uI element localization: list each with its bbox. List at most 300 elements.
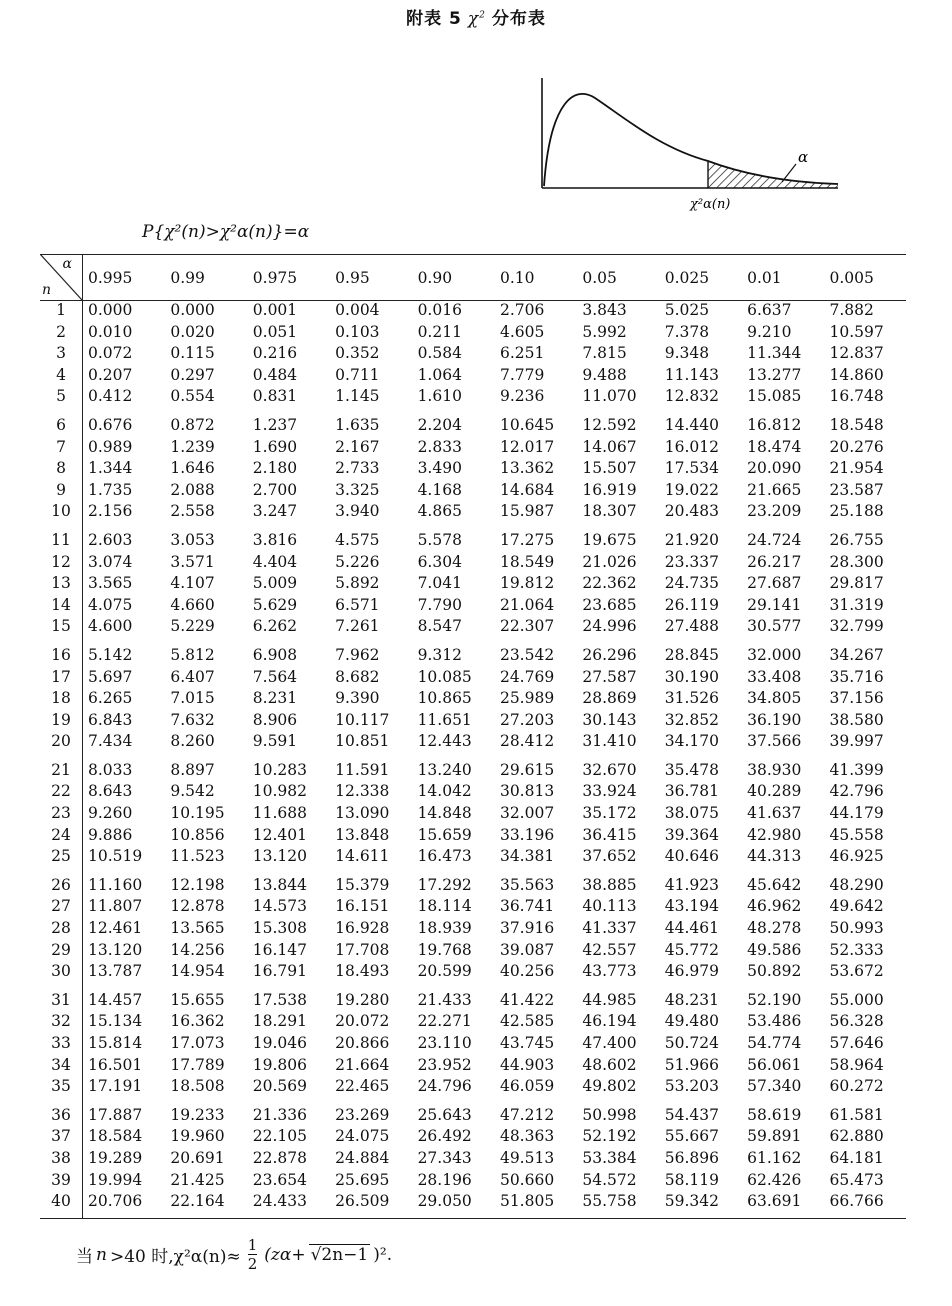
critical-value-cell: 15.085: [747, 387, 802, 406]
critical-value-cell: 14.684: [499, 480, 555, 499]
critical-value-cell: 5.892: [335, 574, 380, 593]
critical-value-cell: 49.513: [499, 1148, 555, 1167]
critical-value-cell: 26.296: [582, 645, 637, 664]
critical-value-cell: 27.488: [664, 617, 719, 636]
critical-value-cell: 40.256: [499, 962, 555, 981]
degrees-of-freedom-cell: 3: [56, 344, 66, 363]
critical-value-cell: 13.362: [499, 459, 555, 478]
critical-value-cell: 10.982: [252, 782, 308, 801]
critical-value-cell: 10.195: [170, 804, 225, 823]
alpha-header-8: 0.01: [747, 269, 782, 287]
critical-value-cell: 44.313: [747, 847, 802, 866]
alpha-header-9: 0.005: [829, 269, 874, 287]
critical-value-cell: 2.167: [335, 437, 380, 456]
critical-value-cell: 9.236: [499, 387, 545, 406]
critical-value-cell: 4.660: [170, 595, 215, 614]
critical-value-cell: 19.046: [252, 1034, 308, 1052]
critical-value-cell: 20.599: [417, 962, 472, 981]
degrees-of-freedom-cell: 39: [51, 1170, 71, 1189]
critical-value-cell: 7.632: [170, 710, 215, 729]
degrees-of-freedom-cell: 10: [51, 502, 71, 521]
corner-n-label: n: [42, 282, 52, 298]
critical-value-cell: 48.231: [664, 990, 719, 1009]
critical-value-cell: 22.362: [582, 574, 637, 593]
critical-value-cell: 14.848: [417, 804, 472, 823]
tail-area: [708, 161, 838, 188]
critical-value-cell: 14.457: [88, 990, 143, 1009]
critical-value-cell: 58.619: [747, 1105, 802, 1124]
critical-value-cell: 8.906: [252, 710, 298, 729]
critical-value-cell: 3.325: [335, 480, 380, 499]
critical-value-cell: 1.646: [170, 459, 215, 478]
critical-value-cell: 27.687: [747, 574, 802, 593]
critical-value-cell: 49.480: [664, 1012, 719, 1031]
critical-value-cell: 5.142: [88, 645, 133, 664]
critical-value-cell: 2.156: [88, 502, 133, 521]
degrees-of-freedom-cell: 32: [51, 1012, 71, 1031]
density-curve: [544, 94, 838, 186]
degrees-of-freedom-cell: 36: [51, 1105, 71, 1124]
critical-value-cell: 36.190: [747, 710, 802, 729]
table-row: [40, 408, 906, 437]
critical-value-cell: 1.237: [252, 415, 298, 434]
critical-value-cell: 19.960: [170, 1127, 225, 1146]
critical-value-cell: 7.378: [664, 322, 710, 341]
degrees-of-freedom-cell: 35: [51, 1077, 71, 1096]
critical-value-cell: 29.050: [417, 1192, 472, 1211]
critical-value-cell: 16.748: [829, 387, 884, 406]
degrees-of-freedom-cell: 15: [51, 617, 71, 636]
table-row: [40, 781, 906, 803]
critical-value-cell: 1.690: [252, 437, 298, 456]
table-row: [40, 918, 906, 940]
critical-value-cell: 58.119: [664, 1170, 719, 1189]
critical-value-cell: 24.735: [664, 574, 719, 593]
critical-value-cell: 14.067: [582, 437, 637, 456]
critical-value-cell: 18.114: [417, 897, 472, 916]
corner-cell: [40, 256, 82, 300]
critical-value-cell: 1.344: [88, 459, 133, 478]
critical-value-cell: 51.805: [499, 1192, 555, 1211]
alpha-header-1: 0.99: [170, 269, 205, 287]
critical-value-cell: 6.407: [170, 667, 215, 686]
critical-value-cell: 15.507: [582, 459, 637, 478]
critical-value-cell: 18.493: [335, 962, 390, 981]
critical-value-cell: 8.231: [252, 689, 298, 708]
critical-value-cell: 18.584: [88, 1127, 143, 1146]
alpha-header-6: 0.05: [582, 269, 617, 287]
critical-value-cell: 59.342: [664, 1192, 719, 1211]
critical-value-cell: 13.565: [170, 919, 225, 938]
critical-value-cell: 22.878: [252, 1148, 308, 1167]
critical-value-cell: 18.508: [170, 1077, 225, 1096]
critical-value-cell: 33.408: [747, 667, 802, 686]
critical-value-cell: 15.659: [417, 825, 472, 844]
table-row: [40, 731, 906, 753]
critical-value-cell: 17.708: [335, 940, 390, 959]
critical-value-cell: 41.923: [664, 875, 719, 894]
critical-value-cell: 10.645: [499, 415, 555, 434]
table-row: [40, 1055, 906, 1077]
critical-value-cell: 53.203: [664, 1077, 719, 1096]
critical-value-cell: 58.964: [829, 1055, 884, 1074]
critical-value-cell: 23.587: [829, 480, 884, 499]
table-row: [40, 825, 906, 847]
critical-value-cell: 0.211: [417, 322, 462, 341]
critical-value-cell: 6.262: [252, 617, 298, 636]
degrees-of-freedom-cell: 1: [56, 301, 66, 319]
critical-value-cell: 2.558: [170, 502, 215, 521]
critical-value-cell: 24.796: [417, 1077, 472, 1096]
critical-value-cell: 17.534: [664, 459, 719, 478]
critical-value-cell: 50.660: [499, 1170, 555, 1189]
critical-value-cell: 49.586: [747, 940, 802, 959]
critical-value-cell: 46.962: [747, 897, 802, 916]
critical-value-cell: 7.962: [335, 645, 380, 664]
critical-value-cell: 10.856: [170, 825, 225, 844]
critical-value-cell: 4.107: [170, 574, 215, 593]
alpha-header-7: 0.025: [664, 269, 710, 287]
critical-value-cell: 18.291: [252, 1012, 308, 1031]
degrees-of-freedom-cell: 24: [51, 825, 71, 844]
degrees-of-freedom-cell: 31: [51, 990, 71, 1009]
critical-value-cell: 0.004: [335, 301, 380, 319]
critical-value-cell: 22.307: [499, 617, 555, 636]
critical-value-cell: 13.844: [252, 875, 308, 894]
critical-value-cell: 10.865: [417, 689, 472, 708]
critical-value-cell: 0.584: [417, 344, 462, 363]
critical-value-cell: 40.646: [664, 847, 719, 866]
critical-value-cell: 19.806: [252, 1055, 308, 1074]
critical-value-cell: 8.643: [88, 782, 133, 801]
critical-value-cell: 52.190: [747, 990, 802, 1009]
critical-value-cell: 38.930: [747, 760, 802, 779]
page-title: [0, 4, 952, 29]
table-row: [40, 1076, 906, 1098]
table-row: [40, 896, 906, 918]
alpha-header-0: 0.995: [88, 269, 133, 287]
critical-value-cell: 60.272: [829, 1077, 884, 1096]
fraction-denominator: 2: [247, 1255, 258, 1273]
critical-value-cell: 19.022: [664, 480, 719, 499]
critical-value-cell: 17.191: [88, 1077, 143, 1096]
critical-value-cell: 40.289: [747, 782, 802, 801]
critical-value-cell: 32.000: [747, 645, 802, 664]
critical-value-cell: 56.328: [829, 1012, 884, 1031]
bottom-rule: [40, 1218, 906, 1219]
critical-value-cell: 11.688: [252, 804, 308, 823]
critical-value-cell: 10.283: [252, 760, 308, 779]
critical-value-cell: 28.300: [829, 552, 884, 571]
critical-value-cell: 63.691: [747, 1192, 802, 1211]
table-row: [40, 1148, 906, 1170]
table-row: [40, 1191, 906, 1213]
critical-value-cell: 54.572: [582, 1170, 637, 1189]
degrees-of-freedom-cell: 6: [56, 415, 66, 434]
critical-value-cell: 57.646: [829, 1034, 884, 1052]
critical-value-cell: 16.012: [664, 437, 719, 456]
critical-value-cell: 15.134: [88, 1012, 143, 1031]
critical-value-cell: 9.260: [88, 804, 133, 823]
critical-value-cell: 20.866: [335, 1034, 390, 1052]
critical-value-cell: 1.735: [88, 480, 133, 499]
degrees-of-freedom-cell: 21: [51, 760, 71, 779]
degrees-of-freedom-cell: 34: [51, 1055, 71, 1074]
critical-value-cell: 6.637: [747, 301, 792, 319]
chi-square-table: [40, 256, 906, 1213]
critical-value-cell: 38.075: [664, 804, 719, 823]
critical-value-cell: 53.486: [747, 1012, 802, 1031]
degrees-of-freedom-cell: 40: [51, 1192, 71, 1211]
critical-value-cell: 11.591: [335, 760, 390, 779]
critical-value-cell: 12.198: [170, 875, 225, 894]
critical-value-cell: 25.989: [499, 689, 555, 708]
critical-value-cell: 0.072: [88, 344, 133, 363]
critical-value-cell: 42.557: [582, 940, 637, 959]
critical-value-cell: 7.790: [417, 595, 462, 614]
critical-value-cell: 14.440: [664, 415, 719, 434]
critical-value-cell: 4.605: [499, 322, 545, 341]
degrees-of-freedom-cell: 37: [51, 1127, 71, 1146]
table-row: [40, 523, 906, 552]
table-row: [40, 753, 906, 782]
critical-value-cell: 10.851: [335, 732, 390, 751]
critical-value-cell: 24.075: [335, 1127, 390, 1146]
critical-value-cell: 21.026: [582, 552, 637, 571]
table-row: [40, 1126, 906, 1148]
critical-value-cell: 3.053: [170, 530, 215, 549]
degrees-of-freedom-cell: 29: [51, 940, 71, 959]
critical-value-cell: 7.779: [499, 365, 545, 384]
critical-value-cell: 25.188: [829, 502, 884, 521]
critical-value-cell: 21.425: [170, 1170, 225, 1189]
critical-value-cell: 31.526: [664, 689, 719, 708]
table-row: [40, 868, 906, 897]
critical-value-cell: 41.399: [829, 760, 884, 779]
degrees-of-freedom-cell: 23: [51, 804, 71, 823]
critical-value-cell: 20.276: [829, 437, 884, 456]
chi-square-density-figure: [520, 70, 850, 220]
critical-value-cell: 14.256: [170, 940, 225, 959]
critical-value-cell: 3.565: [88, 574, 133, 593]
critical-value-cell: 2.833: [417, 437, 462, 456]
critical-value-cell: 17.073: [170, 1034, 225, 1052]
approximation-note: [76, 1236, 392, 1273]
critical-value-cell: 4.575: [335, 530, 380, 549]
critical-value-cell: 5.226: [335, 552, 380, 571]
critical-value-cell: 0.352: [335, 344, 380, 363]
critical-value-cell: 8.260: [170, 732, 215, 751]
note-condition: >40 时,χ²α(n)≈: [109, 1247, 241, 1267]
critical-value-cell: 3.940: [335, 502, 380, 521]
critical-value-cell: 65.473: [829, 1170, 884, 1189]
critical-value-cell: 2.733: [335, 459, 380, 478]
critical-value-cell: 15.987: [499, 502, 555, 521]
critical-value-cell: 30.143: [582, 710, 637, 729]
critical-value-cell: 45.642: [747, 875, 802, 894]
table-row: [40, 573, 906, 595]
critical-value-cell: 26.119: [664, 595, 719, 614]
critical-value-cell: 15.655: [170, 990, 225, 1009]
critical-value-cell: 8.033: [88, 760, 133, 779]
critical-value-cell: 36.781: [664, 782, 719, 801]
critical-value-cell: 21.336: [252, 1105, 308, 1124]
critical-value-cell: 9.312: [417, 645, 462, 664]
critical-value-cell: 0.051: [252, 322, 298, 341]
critical-value-cell: 0.115: [170, 344, 215, 363]
title-chi-symbol: $\chi^2$: [467, 9, 486, 29]
critical-value-cell: 53.672: [829, 962, 884, 981]
critical-value-cell: 8.897: [170, 760, 215, 779]
critical-value-cell: 14.573: [252, 897, 308, 916]
critical-value-cell: 15.814: [88, 1034, 143, 1052]
critical-value-cell: 0.711: [335, 365, 380, 384]
title-suffix: 分布表: [491, 9, 546, 29]
title-prefix: 附表 5: [406, 9, 462, 29]
critical-value-cell: 3.571: [170, 552, 215, 571]
critical-value-cell: 21.064: [499, 595, 555, 614]
critical-value-cell: 13.240: [417, 760, 472, 779]
degrees-of-freedom-cell: 19: [51, 710, 71, 729]
critical-value-cell: 44.985: [582, 990, 637, 1009]
critical-value-cell: 47.400: [582, 1034, 637, 1052]
critical-value-cell: 59.891: [747, 1127, 802, 1146]
note-sqrt: √2n−1: [310, 1245, 369, 1265]
table-row: [40, 1098, 906, 1127]
critical-value-cell: 4.865: [417, 502, 462, 521]
critical-value-cell: 12.832: [664, 387, 719, 406]
critical-value-cell: 19.233: [170, 1105, 225, 1124]
critical-value-cell: 7.015: [170, 689, 215, 708]
critical-value-cell: 49.642: [829, 897, 884, 916]
quantile-label: χ²α(n): [690, 197, 731, 212]
critical-value-cell: 0.001: [252, 301, 298, 319]
critical-value-cell: 17.292: [417, 875, 472, 894]
critical-value-cell: 5.812: [170, 645, 215, 664]
critical-value-cell: 1.635: [335, 415, 380, 434]
critical-value-cell: 45.772: [664, 940, 719, 959]
critical-value-cell: 2.204: [417, 415, 462, 434]
critical-value-cell: 6.843: [88, 710, 133, 729]
degrees-of-freedom-cell: 25: [51, 847, 71, 866]
critical-value-cell: 35.563: [499, 875, 555, 894]
critical-value-cell: 30.190: [664, 667, 719, 686]
critical-value-cell: 7.041: [417, 574, 462, 593]
critical-value-cell: 46.059: [499, 1077, 555, 1096]
critical-value-cell: 10.597: [829, 322, 884, 341]
table-row: [40, 386, 906, 408]
table-row: [40, 638, 906, 667]
critical-value-cell: 23.952: [417, 1055, 472, 1074]
table-row: [40, 365, 906, 387]
critical-value-cell: 13.787: [88, 962, 143, 981]
critical-value-cell: 7.882: [829, 301, 874, 319]
degrees-of-freedom-cell: 2: [56, 322, 66, 341]
critical-value-cell: 5.025: [664, 301, 710, 319]
critical-value-cell: 22.164: [170, 1192, 225, 1211]
critical-value-cell: 23.209: [747, 502, 802, 521]
critical-value-cell: 17.887: [88, 1105, 143, 1124]
critical-value-cell: 33.196: [499, 825, 555, 844]
critical-value-cell: 21.954: [829, 459, 884, 478]
critical-value-cell: 0.831: [252, 387, 298, 406]
critical-value-cell: 34.267: [829, 645, 884, 664]
critical-value-cell: 52.192: [582, 1127, 637, 1146]
critical-value-cell: 42.796: [829, 782, 884, 801]
critical-value-cell: 14.042: [417, 782, 472, 801]
critical-value-cell: 5.697: [88, 667, 133, 686]
critical-value-cell: 18.307: [582, 502, 637, 521]
critical-value-cell: 43.773: [582, 962, 637, 981]
critical-value-cell: 33.924: [582, 782, 637, 801]
critical-value-cell: 54.774: [747, 1034, 802, 1052]
critical-value-cell: 9.542: [170, 782, 215, 801]
critical-value-cell: 16.151: [335, 897, 390, 916]
critical-value-cell: 21.920: [664, 530, 719, 549]
degrees-of-freedom-cell: 30: [51, 962, 71, 981]
critical-value-cell: 8.547: [417, 617, 462, 636]
critical-value-cell: 19.280: [335, 990, 390, 1009]
critical-value-cell: 62.880: [829, 1127, 884, 1146]
degrees-of-freedom-cell: 28: [51, 919, 71, 938]
critical-value-cell: 32.852: [664, 710, 719, 729]
critical-value-cell: 29.817: [829, 574, 884, 593]
critical-value-cell: 22.465: [335, 1077, 390, 1096]
critical-value-cell: 0.484: [252, 365, 298, 384]
critical-value-cell: 16.791: [252, 962, 308, 981]
table-row: [40, 437, 906, 459]
note-lead: 当: [76, 1247, 93, 1267]
critical-value-cell: 39.997: [829, 732, 884, 751]
critical-value-cell: 38.885: [582, 875, 637, 894]
alpha-header-2: 0.975: [252, 269, 298, 287]
critical-value-cell: 20.691: [170, 1148, 225, 1167]
critical-value-cell: 20.706: [88, 1192, 143, 1211]
critical-value-cell: 26.217: [747, 552, 802, 571]
critical-value-cell: 5.229: [170, 617, 215, 636]
critical-value-cell: 22.105: [252, 1127, 308, 1146]
critical-value-cell: 54.437: [664, 1105, 719, 1124]
critical-value-cell: 13.120: [88, 940, 143, 959]
table-row: [40, 1170, 906, 1192]
critical-value-cell: 11.070: [582, 387, 637, 406]
critical-value-cell: 9.348: [664, 344, 710, 363]
critical-value-cell: 16.501: [88, 1055, 143, 1074]
critical-value-cell: 45.558: [829, 825, 884, 844]
critical-value-cell: 19.812: [499, 574, 555, 593]
critical-value-cell: 19.675: [582, 530, 637, 549]
critical-value-cell: 24.433: [252, 1192, 308, 1211]
critical-value-cell: 4.600: [88, 617, 133, 636]
critical-value-cell: 38.580: [829, 710, 884, 729]
critical-value-cell: 37.566: [747, 732, 802, 751]
critical-value-cell: 52.333: [829, 940, 884, 959]
critical-value-cell: 50.993: [829, 919, 884, 938]
critical-value-cell: 28.845: [664, 645, 719, 664]
critical-value-cell: 29.141: [747, 595, 802, 614]
degrees-of-freedom-cell: 4: [56, 365, 66, 384]
critical-value-cell: 28.869: [582, 689, 637, 708]
critical-value-cell: 6.304: [417, 552, 462, 571]
critical-value-cell: 0.000: [88, 301, 133, 319]
degrees-of-freedom-cell: 13: [51, 574, 71, 593]
table-row: [40, 961, 906, 983]
critical-value-cell: 62.426: [747, 1170, 802, 1189]
critical-value-cell: 42.980: [747, 825, 802, 844]
note-paren-close: )².: [373, 1244, 393, 1265]
critical-value-cell: 12.401: [252, 825, 308, 844]
critical-value-cell: 16.473: [417, 847, 472, 866]
